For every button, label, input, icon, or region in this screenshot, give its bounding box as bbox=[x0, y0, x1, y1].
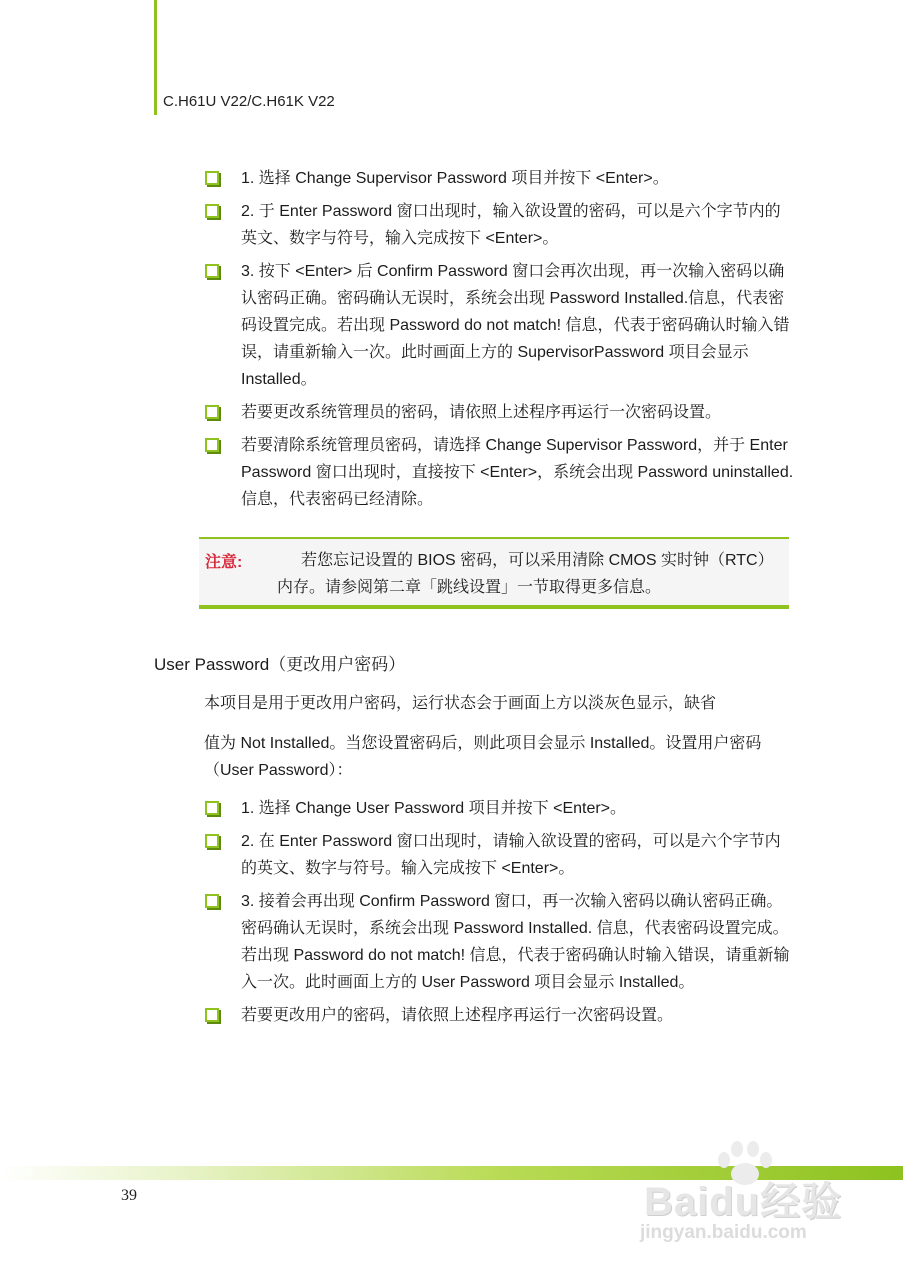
list-item: 若要更改用户的密码，请依照上述程序再运行一次密码设置。 bbox=[0, 1002, 903, 1029]
list-item: 3. 接着会再出现 Confirm Password 窗口，再一次输入密码以确认密码正确。密码确认无误时，系统会出现 Password Installed. 信息，代表密码设置完成。若出现 Password do not match! 信息，代表于密码确认时输入错误，请重新输入一次。此时画面上方的 User Password 项目会显示 Installed。 bbox=[0, 888, 903, 996]
section-title: User Password（更改用户密码） bbox=[154, 655, 406, 674]
checkbox-bullet-icon bbox=[205, 171, 219, 185]
checkbox-bullet-icon bbox=[205, 438, 219, 452]
note-label: 注意: bbox=[205, 554, 243, 571]
intro-paragraph-2: 值为 Not Installed。当您设置密码后，则此项目会显示 Installed。设置用户密码（User Password）： bbox=[204, 735, 762, 779]
supervisor-steps-list bbox=[0, 165, 903, 519]
watermark-logo: Baidu经验 bbox=[644, 1180, 843, 1224]
intro-paragraph-1: 本项目是用于更改用户密码，运行状态会于画面上方以淡灰色显示，缺省 bbox=[204, 695, 717, 712]
checkbox-bullet-icon bbox=[205, 1008, 219, 1022]
list-item: 若要清除系统管理员密码，请选择 Change Supervisor Password，并于 Enter Password 窗口出现时，直接按下 <Enter>，系统会出现 Password uninstalled. 信息，代表密码已经清除。 bbox=[0, 432, 903, 513]
baidu-watermark bbox=[630, 1140, 870, 1260]
list-item: 2. 在 Enter Password 窗口出现时，请输入欲设置的密码，可以是六个字节内的英文、数字与符号。输入完成按下 <Enter>。 bbox=[0, 828, 903, 882]
watermark-url: jingyan.baidu.com bbox=[640, 1222, 807, 1243]
checkbox-bullet-icon bbox=[205, 801, 219, 815]
checkbox-bullet-icon bbox=[205, 264, 219, 278]
header-accent-line bbox=[154, 0, 157, 115]
note-box bbox=[199, 537, 789, 609]
model-header: C.H61U V22/C.H61K V22 bbox=[163, 93, 335, 110]
list-item: 1. 选择 Change Supervisor Password 项目并按下 <Enter>。 bbox=[0, 165, 903, 192]
list-item: 2. 于 Enter Password 窗口出现时，输入欲设置的密码，可以是六个字节内的英文、数字与符号，输入完成按下 <Enter>。 bbox=[0, 198, 903, 252]
section-intro bbox=[204, 690, 796, 784]
user-steps-list bbox=[0, 795, 903, 1035]
list-item: 若要更改系统管理员的密码，请依照上述程序再运行一次密码设置。 bbox=[0, 399, 903, 426]
list-item: 3. 按下 <Enter> 后 Confirm Password 窗口会再次出现，再一次输入密码以确认密码正确。密码确认无误时，系统会出现 Password Installed.信息，代表密码设置完成。若出现 Password do not match! 信息，代表于密码确认时输入错误，请重新输入一次。此时画面上方的 SupervisorPassword 项目会显示 Installed。 bbox=[0, 258, 903, 393]
page-number: 39 bbox=[121, 1187, 137, 1204]
checkbox-bullet-icon bbox=[205, 405, 219, 419]
list-item: 1. 选择 Change User Password 项目并按下 <Enter>。 bbox=[0, 795, 903, 822]
note-text: 若您忘记设置的 BIOS 密码，可以采用清除 CMOS 实时钟（RTC）内存。请参阅第二章「跳线设置」一节取得更多信息。 bbox=[277, 552, 774, 596]
checkbox-bullet-icon bbox=[205, 204, 219, 218]
checkbox-bullet-icon bbox=[205, 834, 219, 848]
checkbox-bullet-icon bbox=[205, 894, 219, 908]
